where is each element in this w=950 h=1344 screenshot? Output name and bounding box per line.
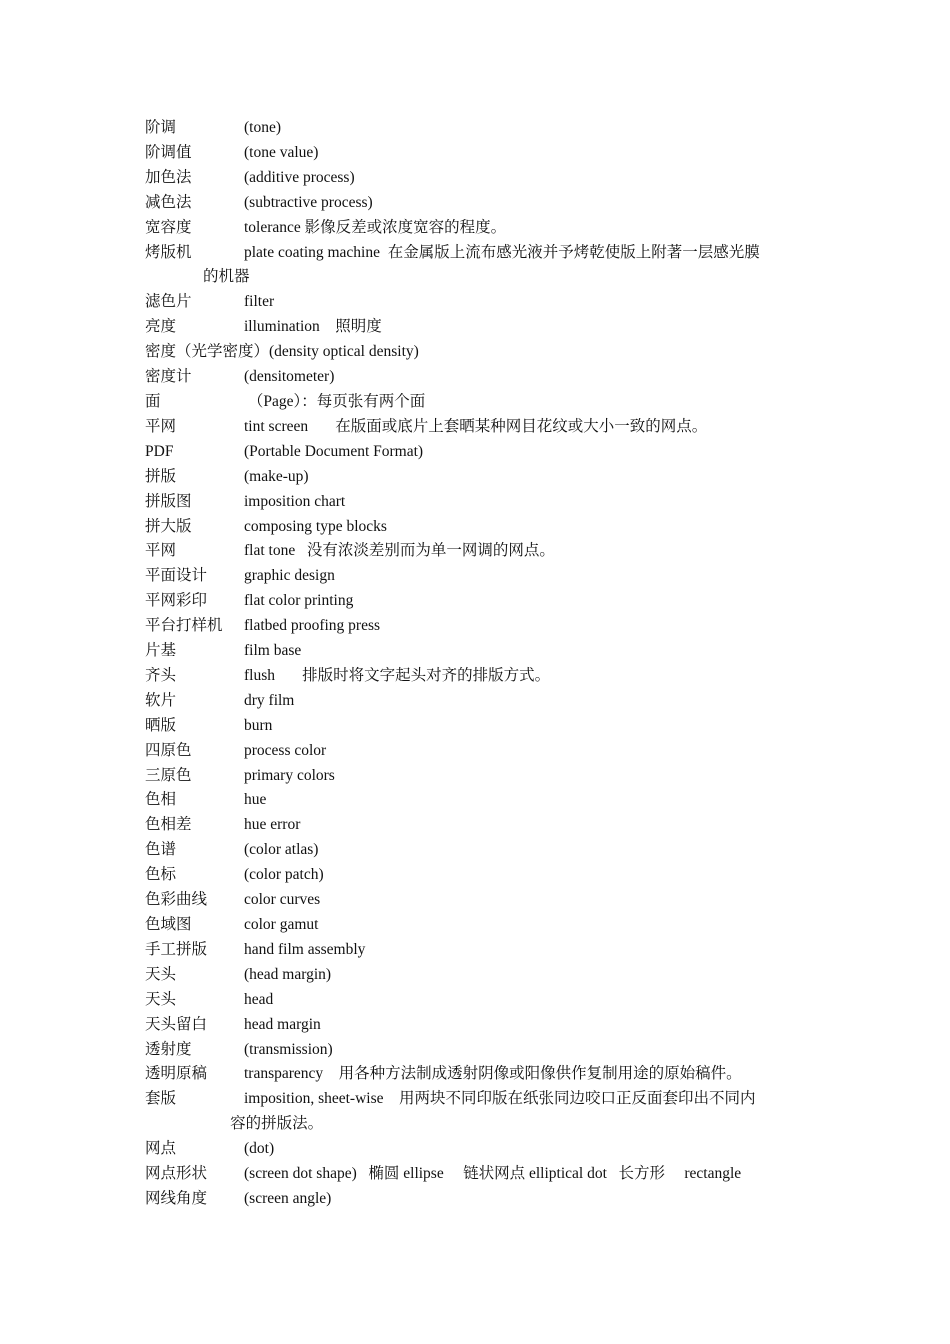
entry-definition: burn	[244, 716, 273, 734]
glossary-entry	[145, 241, 810, 291]
entry-definition: (densitometer)	[244, 368, 335, 386]
entry-term: 滤色片	[145, 293, 192, 311]
entry-definition: graphic design	[244, 567, 335, 585]
glossary-entry	[145, 116, 810, 141]
entry-term: 晒版	[145, 716, 177, 734]
glossary-entry	[145, 141, 810, 166]
entry-definition: hue error	[244, 816, 301, 834]
glossary-entry	[145, 415, 810, 440]
glossary-entry	[145, 1087, 810, 1137]
entry-term: 平台打样机	[145, 617, 223, 635]
entry-definition: (color atlas)	[244, 841, 319, 859]
entry-definition-continuation: 的机器	[203, 268, 250, 286]
entry-term: 齐头	[145, 666, 177, 684]
entry-term: 拼大版	[145, 517, 192, 535]
glossary-entry	[145, 938, 810, 963]
entry-definition: tint screen 在版面或底片上套晒某种网目花纹或大小一致的网点。	[244, 417, 708, 435]
entry-definition: (make-up)	[244, 467, 309, 485]
glossary-entry	[145, 614, 810, 639]
glossary-entry	[145, 739, 810, 764]
entry-definition: imposition chart	[244, 492, 346, 510]
entry-definition: (tone)	[244, 119, 282, 136]
glossary-entry	[145, 913, 810, 938]
entry-definition: color gamut	[244, 916, 319, 933]
glossary-entry	[145, 365, 810, 390]
entry-term: 网点	[145, 1140, 177, 1158]
entry-definition-continuation: 容的拼版法。	[203, 1115, 324, 1133]
entry-term: 烤版机	[145, 243, 192, 261]
glossary-entry	[145, 1137, 810, 1162]
entry-definition: illumination 照明度	[244, 318, 382, 336]
entry-term: 色谱	[145, 841, 177, 859]
entry-definition: tolerance 影像反差或浓度宽容的程度。	[244, 218, 507, 236]
glossary-entry	[145, 963, 810, 988]
entry-definition: process color	[244, 741, 327, 759]
entry-term: 透明原稿	[145, 1065, 208, 1083]
entry-definition: dry film	[244, 691, 295, 709]
entry-definition: (color patch)	[244, 866, 324, 884]
entry-term: 密度计	[145, 368, 192, 386]
glossary-entry	[145, 166, 810, 191]
entry-term: 平网	[145, 542, 177, 560]
entry-term: 色域图	[145, 916, 192, 933]
entry-term: 网线角度	[145, 1189, 208, 1207]
glossary-entry	[145, 465, 810, 490]
glossary-entry	[145, 315, 810, 340]
entry-term: 密度（光学密度）(density optical density)	[145, 343, 419, 361]
glossary-entry	[145, 888, 810, 913]
entry-term: 色相	[145, 791, 177, 809]
entry-term: 拼版图	[145, 492, 192, 510]
entry-definition: (dot)	[244, 1140, 275, 1158]
entry-definition: imposition, sheet-wise 用两块不同印版在纸张同边咬口正反面套印出不同内	[244, 1090, 756, 1108]
glossary-entry	[145, 539, 810, 564]
entry-term: 四原色	[145, 741, 192, 759]
entry-term: 亮度	[145, 318, 177, 336]
entry-term: 面	[145, 392, 161, 410]
glossary-entry	[145, 714, 810, 739]
entry-term: 手工拼版	[145, 940, 208, 958]
entry-definition: head	[244, 990, 274, 1008]
entry-definition: flush 排版时将文字起头对齐的排版方式。	[244, 666, 551, 684]
glossary-entry	[145, 689, 810, 714]
glossary-entry	[145, 290, 810, 315]
glossary-entry	[145, 639, 810, 664]
entry-definition: composing type blocks	[244, 517, 387, 535]
entry-definition: (screen angle)	[244, 1189, 332, 1207]
glossary-entry	[145, 664, 810, 689]
glossary-entry	[145, 788, 810, 813]
entry-definition: (head margin)	[244, 965, 332, 983]
entry-definition: flatbed proofing press	[244, 617, 381, 635]
glossary-entry	[145, 390, 810, 415]
glossary-entry	[145, 1062, 810, 1087]
entry-term: 网点形状	[145, 1165, 208, 1183]
entry-definition: head margin	[244, 1015, 321, 1033]
entry-definition: flat tone 没有浓淡差别而为单一网调的网点。	[244, 542, 555, 560]
entry-term: 天头留白	[145, 1015, 208, 1033]
entry-term: 平网	[145, 417, 177, 435]
glossary-entry	[145, 191, 810, 216]
entry-definition: (screen dot shape) 椭圆 ellipse 链状网点 elliptical dot 长方形 rectangle	[244, 1165, 742, 1183]
entry-definition: （Page）：每页张有两个面	[244, 392, 426, 410]
entry-definition: color curves	[244, 891, 321, 909]
entry-term: 天头	[145, 965, 177, 983]
glossary-entry	[145, 1013, 810, 1038]
entry-term: 阶调值	[145, 143, 192, 161]
glossary-entry	[145, 838, 810, 863]
glossary-entry	[145, 515, 810, 540]
entry-definition: (subtractive process)	[244, 193, 373, 211]
entry-term: 软片	[145, 691, 177, 709]
entry-definition: (tone value)	[244, 143, 319, 161]
entry-term: 色相差	[145, 816, 192, 834]
glossary-entry	[145, 490, 810, 515]
entry-term: 减色法	[145, 193, 192, 211]
glossary-entry	[145, 564, 810, 589]
entry-term: 透射度	[145, 1040, 192, 1058]
glossary-entry	[145, 440, 810, 465]
entry-term: 三原色	[145, 766, 192, 784]
entry-definition: hue	[244, 791, 267, 809]
entry-term: 平网彩印	[145, 592, 208, 610]
glossary-entry	[145, 589, 810, 614]
entry-term: 宽容度	[145, 218, 192, 236]
glossary-entry	[145, 1187, 810, 1212]
glossary-entry	[145, 988, 810, 1013]
glossary-entry	[145, 863, 810, 888]
entry-term: 加色法	[145, 168, 192, 186]
entry-definition: (additive process)	[244, 168, 355, 186]
entry-definition: primary colors	[244, 766, 335, 784]
glossary-entry	[145, 813, 810, 838]
entry-term: 色标	[145, 866, 177, 884]
entry-definition: hand film assembly	[244, 940, 366, 958]
entry-term: 色彩曲线	[145, 891, 208, 909]
entry-term: 片基	[145, 642, 177, 660]
glossary-document	[145, 116, 810, 1212]
glossary-entry	[145, 216, 810, 241]
entry-definition: (transmission)	[244, 1040, 333, 1058]
glossary-entry	[145, 1038, 810, 1063]
entry-definition: (Portable Document Format)	[244, 442, 424, 460]
glossary-entry	[145, 340, 810, 365]
entry-term: 阶调	[145, 119, 177, 136]
glossary-entry	[145, 764, 810, 789]
entry-definition: flat color printing	[244, 592, 354, 610]
entry-term: 套版	[145, 1090, 177, 1108]
entry-term: 拼版	[145, 467, 177, 485]
entry-definition: transparency 用各种方法制成透射阴像或阳像供作复制用途的原始稿件。	[244, 1065, 742, 1083]
entry-term: 平面设计	[145, 567, 208, 585]
entry-definition: filter	[244, 293, 275, 311]
entry-term: PDF	[145, 442, 174, 460]
entry-definition: film base	[244, 642, 302, 660]
entry-term: 天头	[145, 990, 177, 1008]
entry-definition: plate coating machine 在金属版上流布感光液并予烤乾使版上附著一层感光膜	[244, 243, 760, 261]
glossary-entry	[145, 1162, 810, 1187]
